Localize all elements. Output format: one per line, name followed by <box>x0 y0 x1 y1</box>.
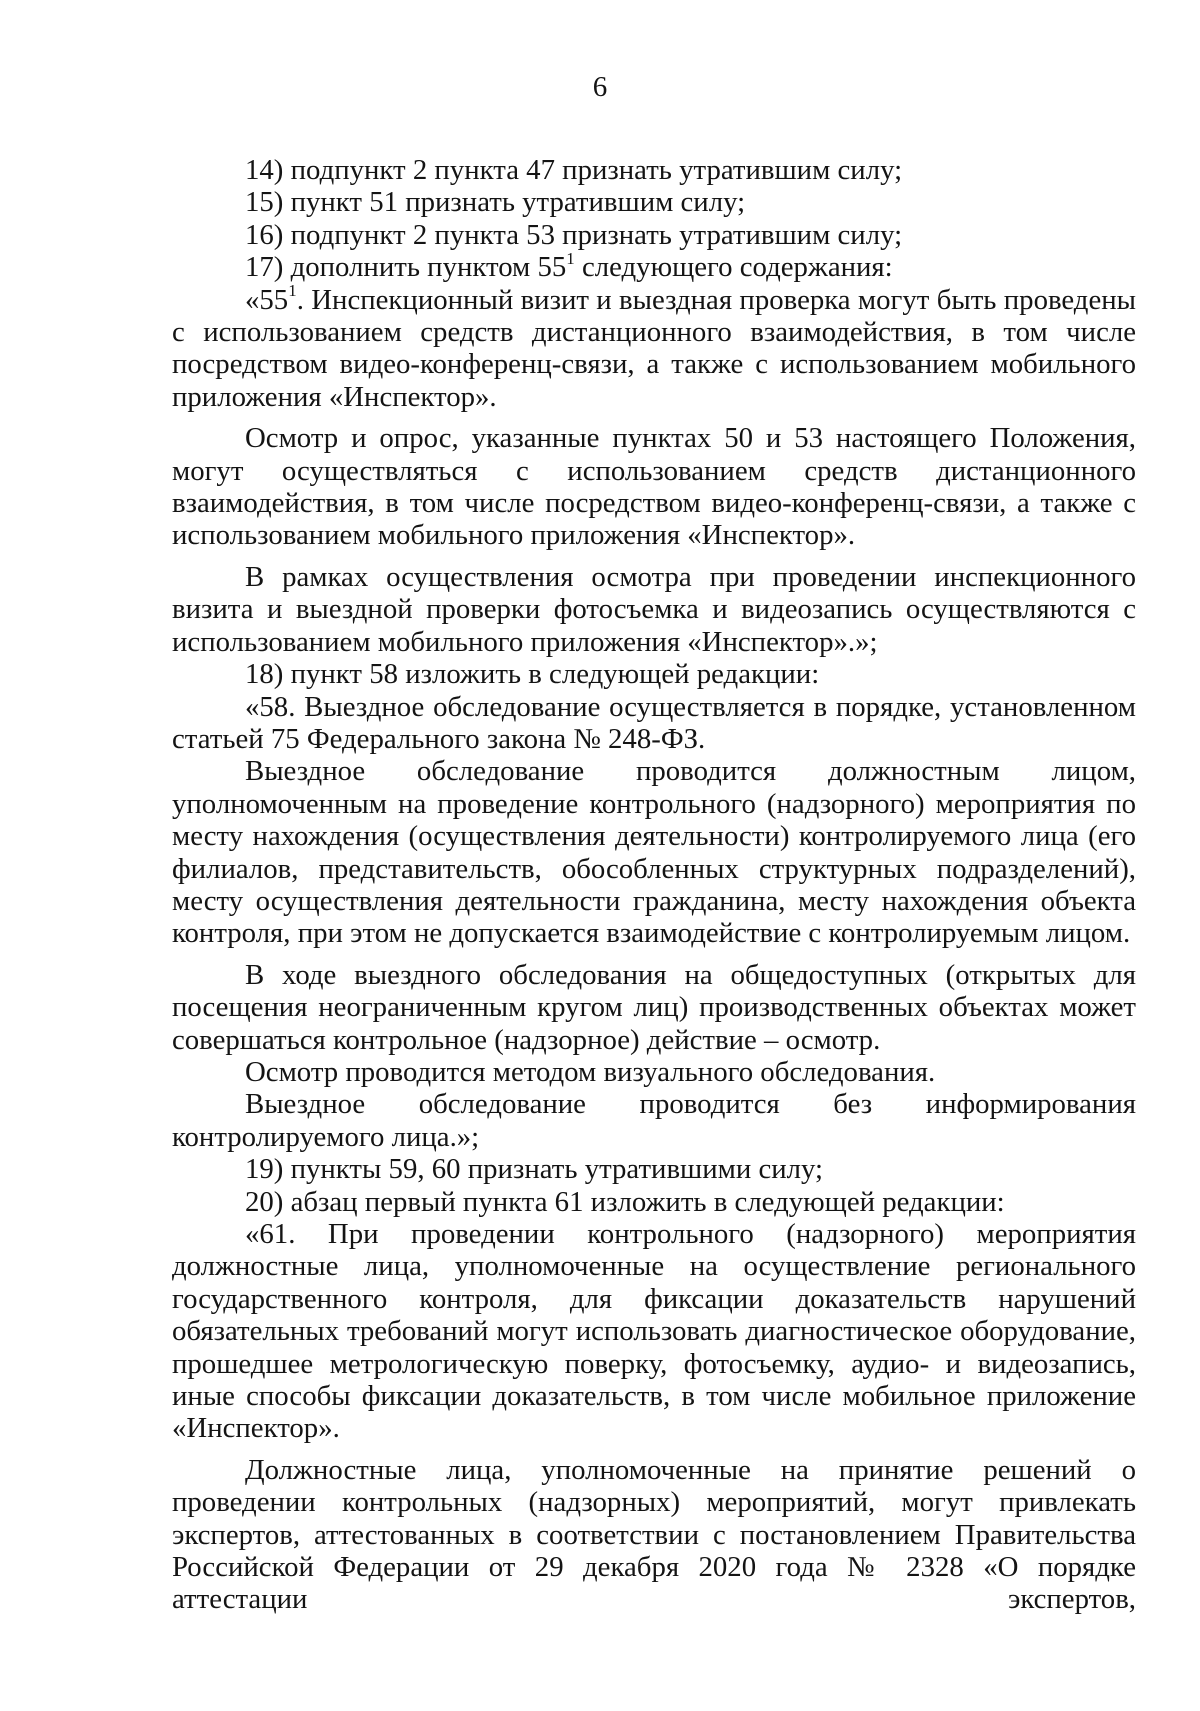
document-body <box>172 154 1136 1616</box>
paragraph <box>172 248 1136 284</box>
paragraph: Осмотр и опрос, указанные пунктах 50 и 53 настоящего Положения, могут осуществляться с использованием средств дистанционного взаимодействия, в том числе посредством видео-конференц-связи, а также с использованием мобильного приложения «Инспектор». <box>172 422 1136 552</box>
paragraph <box>172 281 1136 414</box>
paragraph: 20) абзац первый пункта 61 изложить в следующей редакции: <box>245 1185 1005 1218</box>
paragraph: 16) подпункт 2 пункта 53 признать утратившим силу; <box>245 218 903 251</box>
paragraph-text-start: 17) дополнить пунктом 55 <box>245 251 567 284</box>
paragraph: 14) подпункт 2 пункта 47 признать утратившим силу; <box>245 154 903 186</box>
superscript: 1 <box>566 248 575 268</box>
paragraph-text-end: следующего содержания: <box>574 251 893 284</box>
paragraph: 19) пункты 59, 60 признать утратившими силу; <box>245 1153 824 1186</box>
paragraph: В рамках осуществления осмотра при проведении инспекционного визита и выездной проверки фотосъемка и видеозапись осуществляются с использованием мобильного приложения «Инспектор».»; <box>172 560 1136 658</box>
paragraph-text-start: «55 <box>245 283 289 316</box>
paragraph: «58. Выездное обследование осуществляется в порядке, установленном статьей 75 Федерального закона № 248-ФЗ. <box>172 690 1136 755</box>
paragraph: Выездное обследование проводится без информирования контролируемого лица.»; <box>172 1088 1136 1153</box>
paragraph: В ходе выездного обследования на общедоступных (открытых для посещения неограниченным кругом лиц) производственных объектах может совершаться контрольное (надзорное) действие – осмотр. <box>172 958 1136 1056</box>
paragraph: 15) пункт 51 признать утратившим силу; <box>245 186 746 219</box>
paragraph: Должностные лица, уполномоченные на принятие решений о проведении контрольных (надзорных) мероприятий, могут привлекать экспертов, аттестованных в соответствии с постановлением Правительства Российской Федерации от 29 декабря 2020 года № 2328 «О порядке аттестации экспертов, <box>172 1453 1136 1616</box>
page-number: 6 <box>592 71 608 103</box>
superscript: 1 <box>288 281 297 301</box>
paragraph: Выездное обследование проводится должностным лицом, уполномоченным на проведение контрольного (надзорного) мероприятия по месту нахождения (осуществления деятельности) контролируемого лица (его филиалов, представительств, обособленных структурных подразделений), месту осуществления деятельности гражданина, месту нахождения объекта контроля, при этом не допускается взаимодействие с контролируемым лицом. <box>172 755 1136 950</box>
paragraph-text-end: . Инспекционный визит и выездная проверка могут быть проведены с использованием средств дистанционного взаимодействия, в том числе посредством видео-конференц-связи, а также с использованием мобильного приложения «Инспектор». <box>172 283 1136 413</box>
paragraph: Осмотр проводится методом визуального обследования. <box>245 1055 936 1088</box>
paragraph: 18) пункт 58 изложить в следующей редакции: <box>245 658 820 691</box>
paragraph: «61. При проведении контрольного (надзорного) мероприятия должностные лица, уполномоченные на осуществление регионального государственного контроля, для фиксации доказательств нарушений обязательных требований могут использовать диагностическое оборудование, прошедшее метрологическую поверку, фотосъемку, аудио- и видеозапись, иные способы фиксации доказательств, в том числе мобильное приложение «Инспектор». <box>172 1218 1136 1445</box>
